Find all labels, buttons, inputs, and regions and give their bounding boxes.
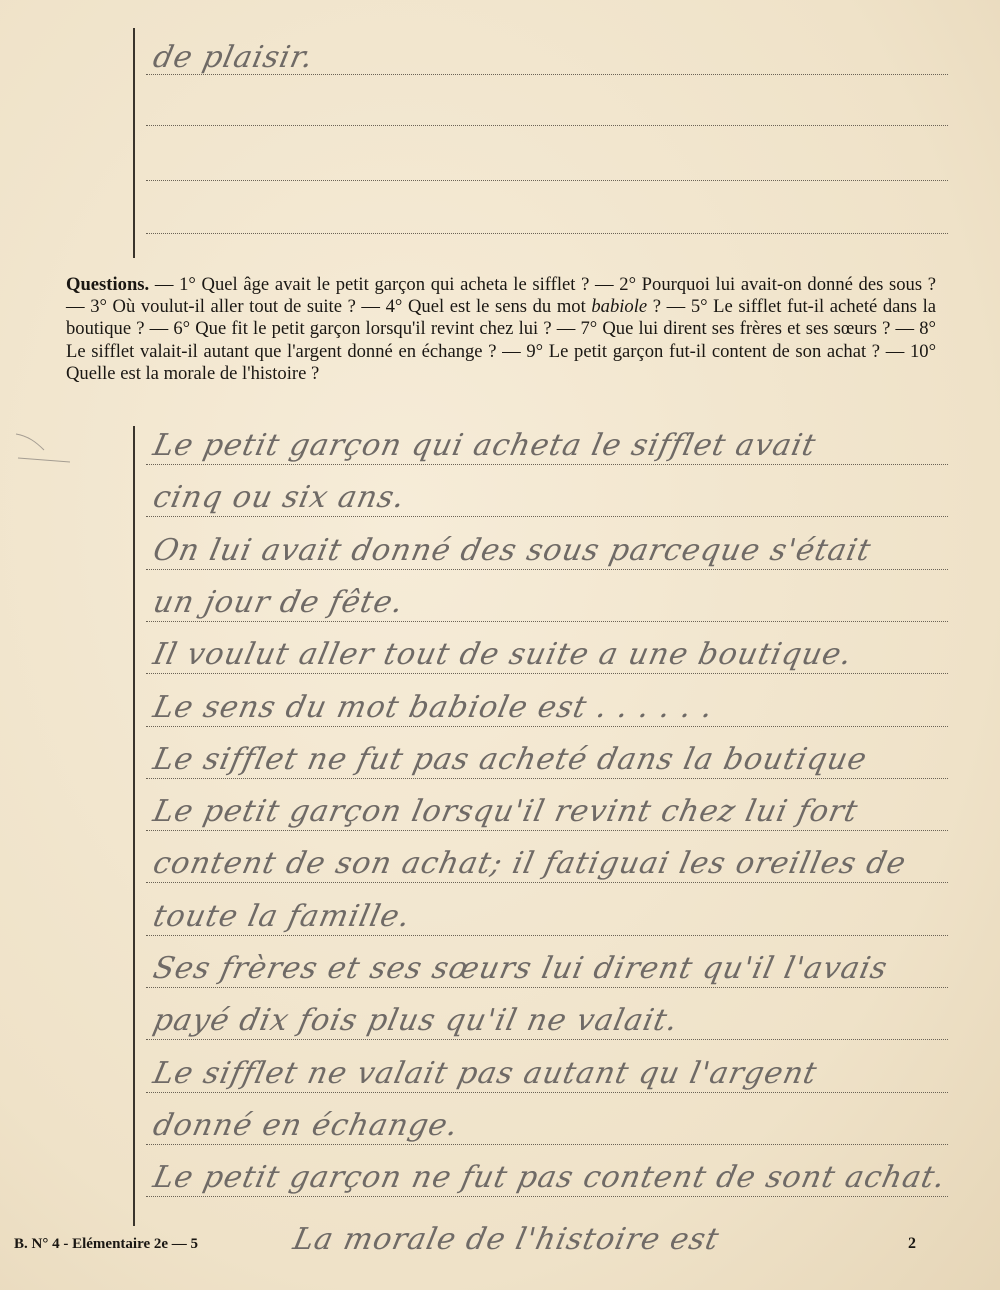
handwritten-answer-line: donné en échange. <box>150 1108 462 1143</box>
handwritten-answer-line: Le petit garçon ne fut pas content de sont achat. <box>150 1160 949 1195</box>
handwritten-answer-line: cinq ou six ans. <box>150 480 409 515</box>
handwritten-answer-line: On lui avait donné des sous parceque s'était <box>150 533 875 568</box>
handwritten-answer-line: payé dix fois plus qu'il ne valait. <box>150 1003 682 1038</box>
handwritten-answer-line: content de son achat; il fatiguai les oreilles de <box>150 846 910 881</box>
writing-line <box>146 1144 948 1145</box>
writing-line <box>146 935 948 936</box>
handwritten-answer-line: Le sifflet ne fut pas acheté dans la boutique <box>150 742 871 777</box>
writing-line <box>146 726 948 727</box>
handwritten-answer-line: Ses frères et ses sœurs lui dirent qu'il l'avais <box>150 951 891 986</box>
writing-line <box>146 830 948 831</box>
writing-line <box>146 621 948 622</box>
writing-line <box>146 1196 948 1197</box>
writing-line <box>146 125 948 126</box>
handwritten-answer-line: Le petit garçon lorsqu'il revint chez lui fort <box>150 794 862 829</box>
footer-reference: B. N° 4 - Elémentaire 2e — 5 <box>14 1236 199 1252</box>
writing-line <box>146 673 948 674</box>
pencil-mark-icon <box>14 428 74 468</box>
questions-block <box>66 274 936 385</box>
questions-text-2: ? — 5° Le sifflet fut-il acheté dans la boutique ? — 6° Que fit le petit garçon lorsqu'il revint chez lui ? — 7° Que lui dirent ses frères et ses sœurs ? — 8° Le sifflet valait-il autant que l'argent donné en échange ? — 9° Le petit garçon fut-il content de son achat ? — 10° Quelle est la morale de l'histoire ? <box>66 296 936 384</box>
handwritten-answer-line: toute la famille. <box>150 899 414 934</box>
writing-line <box>146 778 948 779</box>
writing-line <box>146 569 948 570</box>
writing-line <box>146 516 948 517</box>
questions-babiole: babiole <box>591 296 648 318</box>
writing-line <box>146 1039 948 1040</box>
handwritten-line: de plaisir. <box>150 40 317 75</box>
writing-line <box>146 987 948 988</box>
page-number: 2 <box>908 1235 916 1252</box>
handwritten-answer-line: Le sifflet ne valait pas autant qu l'argent <box>150 1056 821 1091</box>
handwritten-answer-line: Le petit garçon qui acheta le sifflet avait <box>150 428 820 463</box>
writing-line <box>146 882 948 883</box>
handwritten-answer-line: Il voulut aller tout de suite a une boutique. <box>150 637 856 672</box>
writing-line <box>146 233 948 234</box>
questions-text-1: — 1° Quel âge avait le petit garçon qui acheta le sifflet ? — 2° Pourquoi lui avait-on donné des sous ? — 3° Où voulut-il aller tout de suite ? — 4° Quel est le sens du mot <box>66 274 936 318</box>
handwritten-answer-line: un jour de fête. <box>150 585 407 620</box>
handwritten-answer-line: La morale de l'histoire est <box>290 1222 723 1257</box>
writing-line <box>146 180 948 181</box>
writing-line <box>146 1092 948 1093</box>
handwritten-answer-line: Le sens du mot babiole est . . . . . . <box>150 690 717 725</box>
writing-line <box>146 464 948 465</box>
margin-rule-top <box>133 28 135 258</box>
margin-rule-bottom <box>133 426 135 1226</box>
questions-lead: Questions. <box>66 274 150 295</box>
